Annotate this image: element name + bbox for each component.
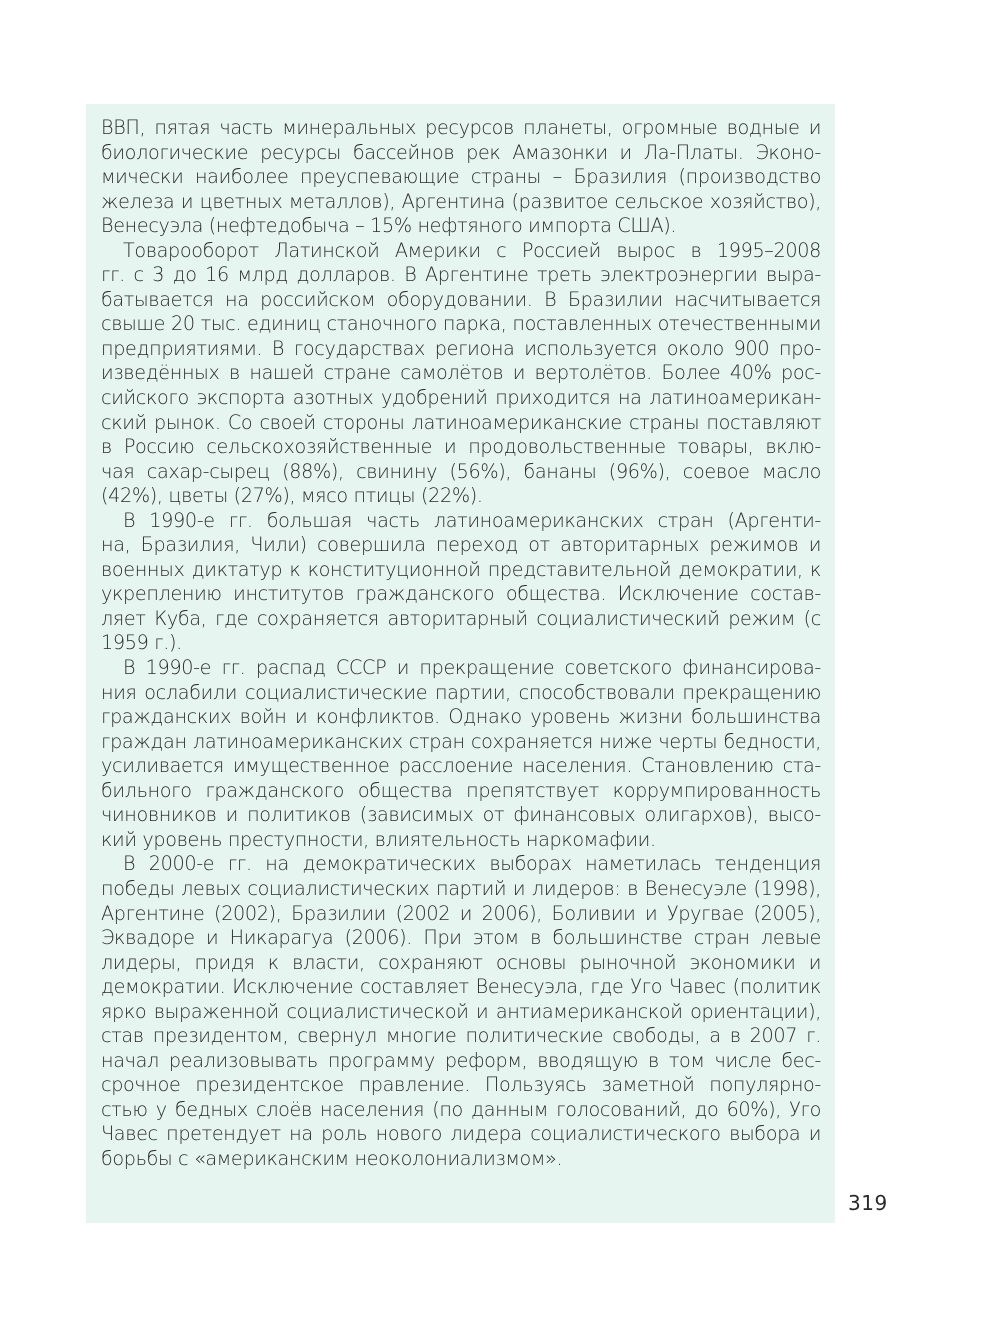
text-line: укреплению институтов гражданского общества. Исключение состав- bbox=[101, 582, 821, 606]
text-line: лидеры, придя к власти, сохраняют основы рыночной экономики и bbox=[101, 950, 821, 974]
text-line: усиливается имущественное расслоение населения. Становлению ста- bbox=[101, 754, 821, 778]
text-line: ВВП, пятая часть минеральных ресурсов планеты, огромные водные и bbox=[101, 116, 821, 139]
body-text bbox=[101, 116, 821, 1172]
text-line: ния ослабили социалистические партии, способствовали прекращению bbox=[101, 680, 821, 704]
text-line: начал реализовывать программу реформ, вводящую в том числе бес- bbox=[101, 1048, 821, 1072]
text-line: стью у бедных слоёв населения (по данным голосований, до 60%), Уго bbox=[101, 1097, 821, 1121]
text-line: борьбы с «американским неоколониализмом». bbox=[101, 1146, 563, 1170]
text-line: победы левых социалистических партий и лидеров: в Венесуэле (1998), bbox=[101, 876, 821, 900]
text-line: 1959 г.). bbox=[101, 631, 182, 655]
text-line: Венесуэла (нефтедобыча – 15% нефтяного импорта США). bbox=[101, 214, 677, 238]
text-line: батывается на российском оборудовании. В Бразилии насчитывается bbox=[101, 287, 821, 311]
text-line: В 2000-е гг. на демократических выборах наметилась тенденция bbox=[123, 852, 821, 876]
text-line: кий уровень преступности, влиятельность наркомафии. bbox=[101, 827, 656, 851]
text-line: ский рынок. Со своей стороны латиноамериканские страны поставляют bbox=[101, 410, 821, 434]
text-line: биологические ресурсы бассейнов рек Амазонки и Ла-Платы. Эконо- bbox=[101, 140, 821, 164]
text-line: став президентом, свернул многие политические свободы, а в 2007 г. bbox=[101, 1024, 821, 1048]
text-line: военных диктатур к конституционной представительной демократии, к bbox=[101, 557, 821, 581]
paragraph bbox=[101, 116, 821, 239]
paragraph bbox=[101, 509, 821, 656]
text-line: изведённых в нашей стране самолётов и вертолётов. Более 40% рос- bbox=[101, 361, 821, 385]
text-line: гражданских войн и конфликтов. Однако уровень жизни большинства bbox=[101, 705, 821, 729]
text-line: В 1990-е гг. распад СССР и прекращение советского финансирова- bbox=[123, 656, 821, 680]
paragraph bbox=[101, 239, 821, 509]
text-line: Эквадоре и Никарагуа (2006). При этом в большинстве стран левые bbox=[101, 926, 821, 950]
text-line: Чавес претендует на роль нового лидера социалистического выбора и bbox=[101, 1122, 821, 1146]
text-line: гг. с 3 до 16 млрд долларов. В Аргентине треть электроэнергии выра- bbox=[101, 263, 821, 287]
text-line: граждан латиноамериканских стран сохраняется ниже черты бедности, bbox=[101, 729, 821, 753]
text-line: Аргентине (2002), Бразилии (2002 и 2006), Боливии и Уругвае (2005), bbox=[101, 901, 821, 925]
text-line: Товарооборот Латинской Америки с Россией вырос в 1995–2008 bbox=[123, 238, 821, 262]
text-line: на, Бразилия, Чили) совершила переход от авторитарных режимов и bbox=[101, 533, 821, 557]
text-line: срочное президентское правление. Пользуясь заметной популярно- bbox=[101, 1073, 821, 1097]
text-line: мически наиболее преуспевающие страны – Бразилия (производство bbox=[101, 165, 821, 189]
page-number: 319 bbox=[848, 1191, 888, 1215]
text-line: чиновников и политиков (зависимых от финансовых олигархов), высо- bbox=[101, 803, 821, 827]
text-line: В 1990-е гг. большая часть латиноамериканских стран (Аргенти- bbox=[123, 508, 821, 532]
text-line: чая сахар-сырец (88%), свинину (56%), бананы (96%), соевое масло bbox=[101, 459, 821, 483]
text-line: в Россию сельскохозяйственные и продовольственные товары, вклю- bbox=[101, 435, 821, 459]
text-line: предприятиями. В государствах региона используется около 900 про- bbox=[101, 336, 821, 360]
text-line: ляет Куба, где сохраняется авторитарный социалистический режим (с bbox=[101, 606, 821, 630]
text-line: сийского экспорта азотных удобрений приходится на латиноамерикан- bbox=[101, 386, 821, 410]
text-line: свыше 20 тыс. единиц станочного парка, поставленных отечественными bbox=[101, 312, 821, 336]
paragraph bbox=[101, 852, 821, 1171]
paragraph bbox=[101, 656, 821, 852]
text-line: (42%), цветы (27%), мясо птицы (22%). bbox=[101, 484, 483, 508]
text-line: железа и цветных металлов), Аргентина (развитое сельское хозяйство), bbox=[101, 189, 821, 213]
text-line: ярко выраженной социалистической и антиамериканской ориентации), bbox=[101, 999, 821, 1023]
text-line: демократии. Исключение составляет Венесуэла, где Уго Чавес (политик bbox=[101, 975, 821, 999]
text-line: бильного гражданского общества препятствует коррумпированность bbox=[101, 778, 821, 802]
